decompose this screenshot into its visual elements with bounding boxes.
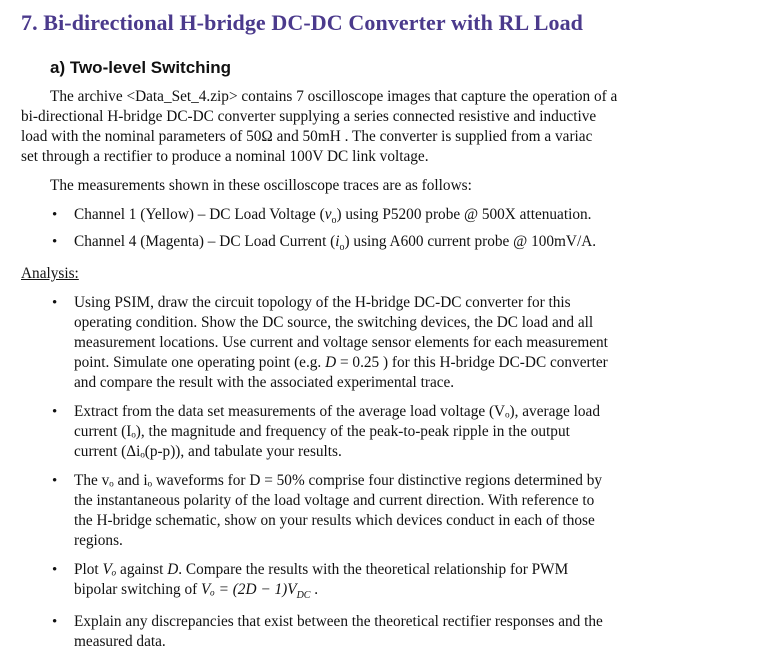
intro-line-4: set through a rectifier to produce a nominal 100V DC link voltage. xyxy=(21,148,429,165)
channel-4-item: Channel 4 (Magenta) – DC Load Current $(i_o)$ using A600 current probe @ 100mV/A. xyxy=(74,233,597,254)
b1-line-4: point. Simulate one operating point (e.g. D = 0.25 ) for this H-bridge DC-DC converter xyxy=(74,354,608,371)
intro-line-1: The archive <Data_Set_4.zip> contains 7 oscilloscope images that capture the operation of a xyxy=(50,88,618,105)
bullet-dot: • xyxy=(52,207,58,223)
b1-line-5: and compare the result with the associated experimental trace. xyxy=(74,374,455,391)
b2-line-3: current (Δiₒ(p-p)), and tabulate your results. xyxy=(74,443,342,460)
b1-line-3: measurement locations. Use current and voltage sensor elements for each measurement xyxy=(74,334,608,351)
channel-1-item: Channel 1 (Yellow) – DC Load Voltage $(v_o)$ using P5200 probe @ 500X attenuation. xyxy=(74,206,592,227)
b3-line-3: the H-bridge schematic, show on your results which devices conduct in each of those xyxy=(74,512,595,529)
b1-line-1: Using PSIM, draw the circuit topology of the H-bridge DC-DC converter for this xyxy=(74,294,571,311)
b2-line-1: Extract from the data set measurements of the average load voltage (Vₒ), average load xyxy=(74,403,600,420)
bullet-dot: • xyxy=(52,614,58,630)
section-heading: 7. Bi-directional H-bridge DC-DC Converter with RL Load xyxy=(21,10,583,35)
b1-line-2: operating condition. Show the DC source, the switching devices, the DC load and all xyxy=(74,314,594,331)
b3-line-4: regions. xyxy=(74,532,123,549)
b5-line-2: measured data. xyxy=(74,633,166,650)
b4-line-1: Plot Vₒ against D. Compare the results with the theoretical relationship for PWM xyxy=(74,561,569,578)
bullet-dot: • xyxy=(52,473,58,489)
bullet-dot: • xyxy=(52,404,58,420)
measurements-intro: The measurements shown in these oscilloscope traces are as follows: xyxy=(50,177,472,194)
b5-line-1: Explain any discrepancies that exist between the theoretical rectifier responses and the xyxy=(74,613,603,630)
b3-line-2: the instantaneous polarity of the load voltage and current direction. With reference to xyxy=(74,492,595,509)
subsection-heading: a) Two-level Switching xyxy=(50,58,232,77)
analysis-label: Analysis: xyxy=(21,265,79,282)
bullet-dot: • xyxy=(52,562,58,578)
intro-line-2: bi-directional H-bridge DC-DC converter supplying a series connected resistive and inductive xyxy=(21,108,597,125)
bullet-dot: • xyxy=(52,295,58,311)
b2-line-2: current (Iₒ), the magnitude and frequency of the peak-to-peak ripple in the output xyxy=(74,423,570,440)
b3-line-1: The vₒ and iₒ waveforms for D = 50% comprise four distinctive regions determined by xyxy=(74,472,603,489)
intro-line-3: load with the nominal parameters of 50Ω and 50mH . The converter is supplied from a variac xyxy=(21,128,593,145)
bullet-dot: • xyxy=(52,234,58,250)
b4-line-2: bipolar switching of $V_o = (2D - 1)V_{DC}$ . xyxy=(74,581,319,602)
